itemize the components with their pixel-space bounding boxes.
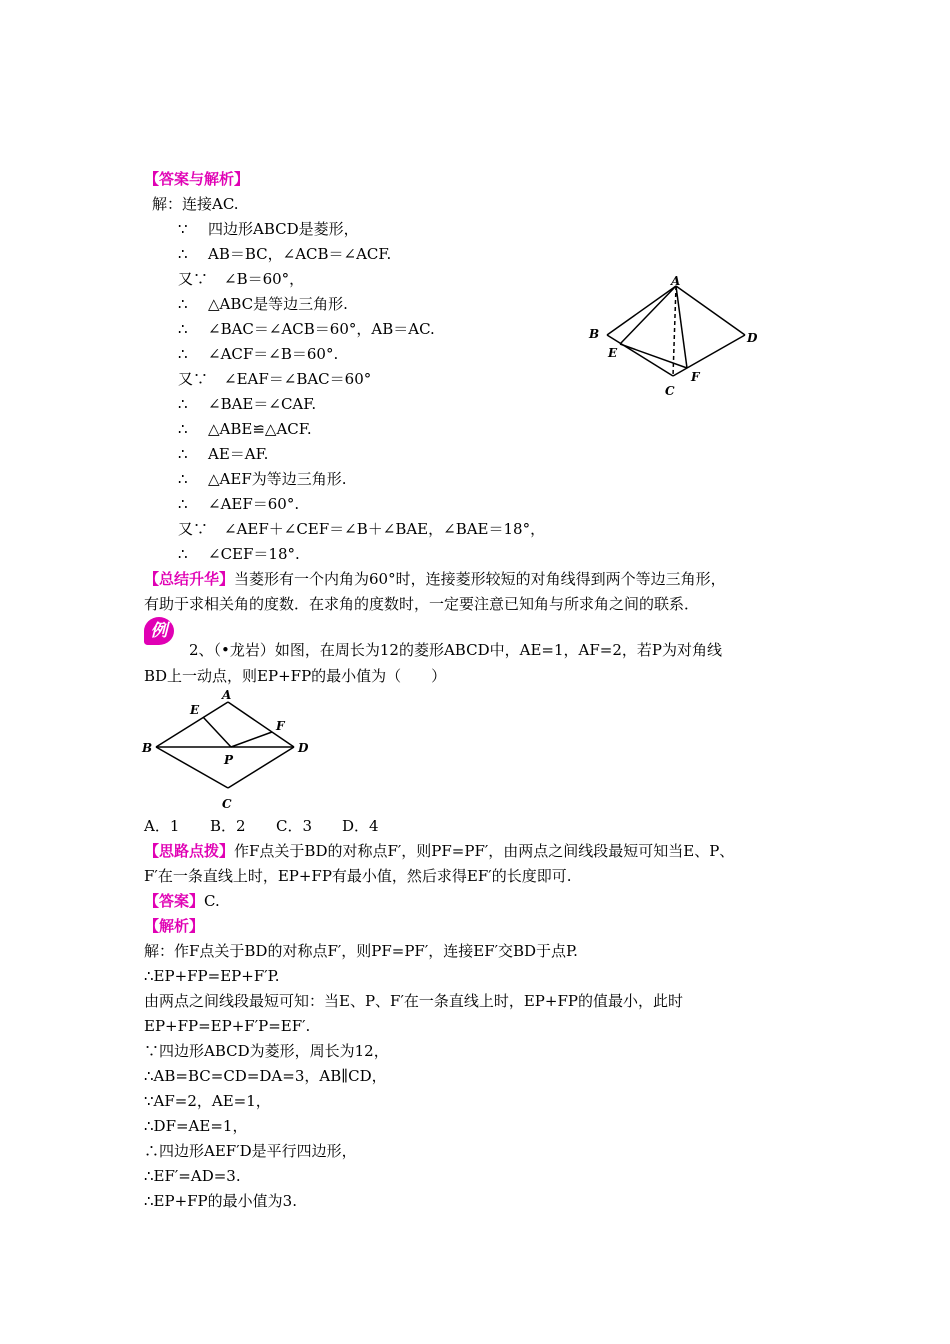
option-c: C．3: [276, 817, 313, 835]
proof-step-symbol: 又∵: [178, 270, 209, 288]
proof-step-text: ∠ACF＝∠B＝60°.: [208, 345, 339, 363]
summary-heading: 【总结升华】: [144, 570, 235, 588]
edge-ae: [620, 286, 676, 344]
proof-step-symbol: ∵: [178, 220, 188, 238]
label-a: A: [222, 688, 232, 702]
analysis-line: ∴四边形AEF′D是平行四边形，: [144, 1142, 357, 1160]
proof-step-symbol: ∴: [178, 245, 188, 263]
summary-line-2: 有助于求相关角的度数．在求角的度数时，一定要注意已知角与所求角之间的联系．: [144, 595, 700, 613]
proof-step-text: △ABC是等边三角形.: [208, 295, 348, 313]
proof-step-symbol: ∴: [178, 295, 188, 313]
proof-step: [178, 369, 371, 389]
label-a: A: [671, 274, 681, 288]
proof-step-text: ∠BAC＝∠ACB＝60°，AB＝AC.: [208, 320, 435, 338]
label-f: F: [691, 370, 700, 384]
proof-step-symbol: ∴: [178, 420, 188, 438]
option-b: B．2: [210, 817, 246, 835]
edge-ad: [676, 286, 745, 335]
proof-step-text: ∠BAE＝∠CAF.: [208, 395, 317, 413]
proof-step-symbol: 又∵: [178, 370, 209, 388]
label-e: E: [608, 346, 618, 360]
analysis-line: 解：作F点关于BD的对称点F′，则PF=PF′，连接EF′交BD于点P.: [144, 942, 578, 960]
proof-step: [178, 269, 304, 289]
analysis-line: ∵AF=2，AE=1，: [144, 1092, 271, 1110]
edge-bc: [156, 747, 228, 788]
edge-cd: [228, 747, 294, 788]
proof-step-text: ∠EAF＝∠BAC＝60°: [224, 370, 372, 388]
proof-step-symbol: 又∵: [178, 520, 209, 538]
proof-step-text: △ABE≌△ACF.: [208, 420, 312, 438]
hint-line-1: [144, 841, 734, 861]
analysis-line: ∵四边形ABCD为菱形，周长为12，: [144, 1042, 389, 1060]
label-p: P: [224, 753, 234, 767]
proof-step: [178, 319, 435, 339]
proof-step: [178, 244, 391, 264]
proof-step: [178, 219, 359, 239]
proof-step-text: 四边形ABCD是菱形，: [208, 220, 359, 238]
proof-step: [178, 444, 268, 464]
label-e: E: [190, 703, 200, 717]
proof-step: [178, 394, 316, 414]
proof-step-symbol: ∴: [178, 320, 188, 338]
example-question-line-2: BD上一动点，则EP+FP的最小值为（ ）: [144, 667, 447, 685]
proof-step-symbol: ∴: [178, 345, 188, 363]
proof-step-text: ∠AEF＝60°.: [208, 495, 300, 513]
label-b: B: [142, 741, 153, 755]
proof-step: [178, 344, 338, 364]
rhombus-figure-2: [140, 684, 320, 816]
proof-step: [178, 519, 545, 539]
edge-ab: [607, 286, 676, 335]
option-a: A．1: [144, 817, 180, 835]
hint-line-2: F′在一条直线上时，EP+FP有最小值，然后求得EF′的长度即可.: [144, 867, 572, 885]
proof-step: [178, 494, 299, 514]
proof-step: [178, 294, 348, 314]
answer-value: C.: [204, 892, 220, 910]
analysis-heading: 【解析】: [144, 917, 205, 935]
analysis-line: ∴EF′=AD=3.: [144, 1167, 241, 1185]
summary-line-1: [144, 569, 726, 589]
proof-step-text: AE＝AF.: [208, 445, 269, 463]
answer-heading: 【答案】: [144, 892, 205, 910]
label-c: C: [222, 797, 232, 811]
label-d: D: [298, 741, 309, 755]
analysis-line: 由两点之间线段最短可知：当E、P、F′在一条直线上时，EP+FP的值最小，此时: [144, 992, 683, 1010]
proof-step-symbol: ∴: [178, 395, 188, 413]
label-c: C: [665, 384, 675, 398]
proof-step-text: △AEF为等边三角形.: [208, 470, 347, 488]
proof-step: [178, 469, 347, 489]
proof-step-symbol: ∴: [178, 495, 188, 513]
summary-text-1: 当菱形有一个内角为60°时，连接菱形较短的对角线得到两个等边三角形，: [234, 570, 726, 588]
rhombus-figure-1: [585, 272, 765, 402]
proof-step-symbol: ∴: [178, 545, 188, 563]
proof-step-text: ∠CEF＝18°.: [208, 545, 300, 563]
analysis-line: ∴EP+FP=EP+F′P.: [144, 967, 280, 985]
proof-step-text: ∠AEF＋∠CEF＝∠B＋∠BAE，∠BAE＝18°，: [224, 520, 546, 538]
segment-ep: [203, 717, 231, 747]
label-b: B: [589, 327, 600, 341]
label-d: D: [747, 331, 758, 345]
analysis-line: EP+FP=EP+F′P=EF′.: [144, 1017, 311, 1035]
proof-step: [178, 544, 300, 564]
answer-line: [144, 891, 220, 911]
segment-fp: [231, 732, 272, 747]
answer-analysis-heading: 【答案与解析】: [144, 170, 250, 188]
label-f: F: [276, 719, 285, 733]
hint-heading: 【思路点拨】: [144, 842, 235, 860]
example-badge-icon: 例: [144, 617, 174, 645]
analysis-line: ∴DF=AE=1，: [144, 1117, 248, 1135]
option-d: D．4: [342, 817, 379, 835]
analysis-line: ∴AB=BC=CD=DA=3，AB∥CD，: [144, 1067, 387, 1085]
edge-af: [676, 286, 687, 368]
proof-step: [178, 419, 312, 439]
proof-step-symbol: ∴: [178, 470, 188, 488]
proof-step-text: AB＝BC，∠ACB＝∠ACF.: [208, 245, 392, 263]
example-question-line-1: 2、（•龙岩）如图，在周长为12的菱形ABCD中，AE=1，AF=2，若P为对角线: [189, 641, 722, 659]
analysis-line: ∴EP+FP的最小值为3.: [144, 1192, 297, 1210]
hint-text-1: 作F点关于BD的对称点F′，则PF=PF′，由两点之间线段最短可知当E、P、: [234, 842, 735, 860]
answer-options: [144, 816, 379, 836]
proof-step-symbol: ∴: [178, 445, 188, 463]
solution-intro: 解：连接AC.: [152, 195, 239, 213]
proof-step-text: ∠B＝60°，: [224, 270, 305, 288]
